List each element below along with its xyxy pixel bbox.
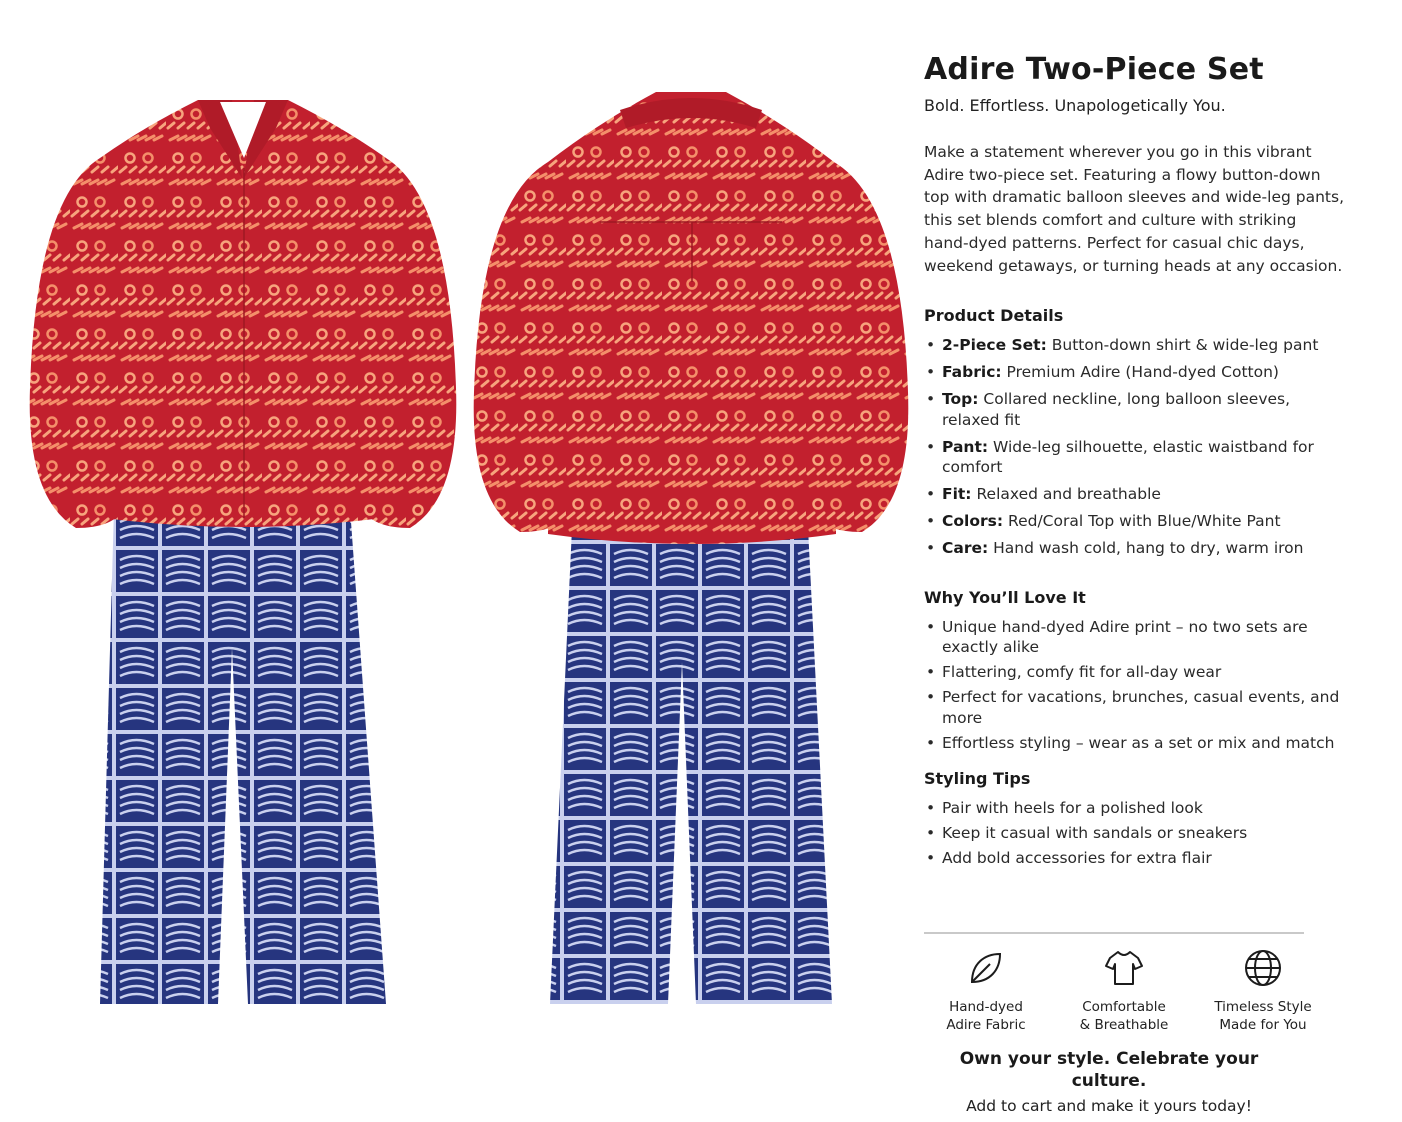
tip-item: • Keep it casual with sandals or sneakers (924, 823, 1344, 844)
detail-item: • Fabric: Premium Adire (Hand-dyed Cotton) (924, 362, 1344, 383)
closing-headline: Own your style. Celebrate your culture. (959, 1049, 1259, 1091)
globe-icon (1243, 948, 1283, 988)
product-tagline: Bold. Effortless. Unapologetically You. (924, 96, 1226, 115)
why-love-heading: Why You’ll Love It (924, 587, 1086, 607)
feature-comfortable: Comfortable & Breathable (1054, 948, 1194, 1034)
detail-item: • Pant: Wide-leg silhouette, elastic waistband for comfort (924, 437, 1344, 478)
closing-message (924, 1048, 1294, 1116)
closing-cta: Add to cart and make it yours today! (966, 1097, 1252, 1115)
love-item: • Flattering, comfy fit for all-day wear (924, 662, 1344, 683)
product-details-heading: Product Details (924, 306, 1064, 326)
styling-tips-heading: Styling Tips (924, 769, 1031, 789)
back-view-garment (470, 82, 912, 1022)
detail-item: • Top: Collared neckline, long balloon sleeves, relaxed fit (924, 389, 1344, 430)
love-item: • Unique hand-dyed Adire print – no two sets are exactly alike (924, 617, 1344, 658)
front-view-garment (22, 88, 464, 1022)
section-divider (924, 932, 1304, 934)
product-info (924, 52, 1344, 869)
tip-item: • Pair with heels for a polished look (924, 798, 1344, 819)
feature-timeless: Timeless Style Made for You (1193, 948, 1333, 1034)
tip-item: • Add bold accessories for extra flair (924, 848, 1344, 869)
love-item: • Perfect for vacations, brunches, casual events, and more (924, 687, 1344, 728)
detail-item: • Care: Hand wash cold, hang to dry, warm iron (924, 538, 1344, 559)
why-love-list (924, 617, 1344, 754)
tshirt-icon (1104, 948, 1144, 988)
detail-item: • 2-Piece Set: Button-down shirt & wide-leg pant (924, 335, 1344, 356)
feature-hand-dyed: Hand-dyed Adire Fabric (916, 948, 1056, 1034)
product-description: Make a statement wherever you go in this vibrant Adire two-piece set. Featuring a flowy button-down top with dramatic balloon sleeves and wide-leg pants, this set blends comfort and culture with striking hand-dyed patterns. Perfect for casual chic days, weekend getaways, or turning heads at any occasion. (924, 143, 1344, 275)
detail-item: • Fit: Relaxed and breathable (924, 484, 1344, 505)
styling-tips-list (924, 798, 1344, 869)
love-item: • Effortless styling – wear as a set or mix and match (924, 733, 1344, 754)
product-title: Adire Two-Piece Set (924, 52, 1264, 87)
detail-item: • Colors: Red/Coral Top with Blue/White Pant (924, 511, 1344, 532)
product-details-list (924, 335, 1344, 559)
leaf-icon (966, 948, 1006, 988)
